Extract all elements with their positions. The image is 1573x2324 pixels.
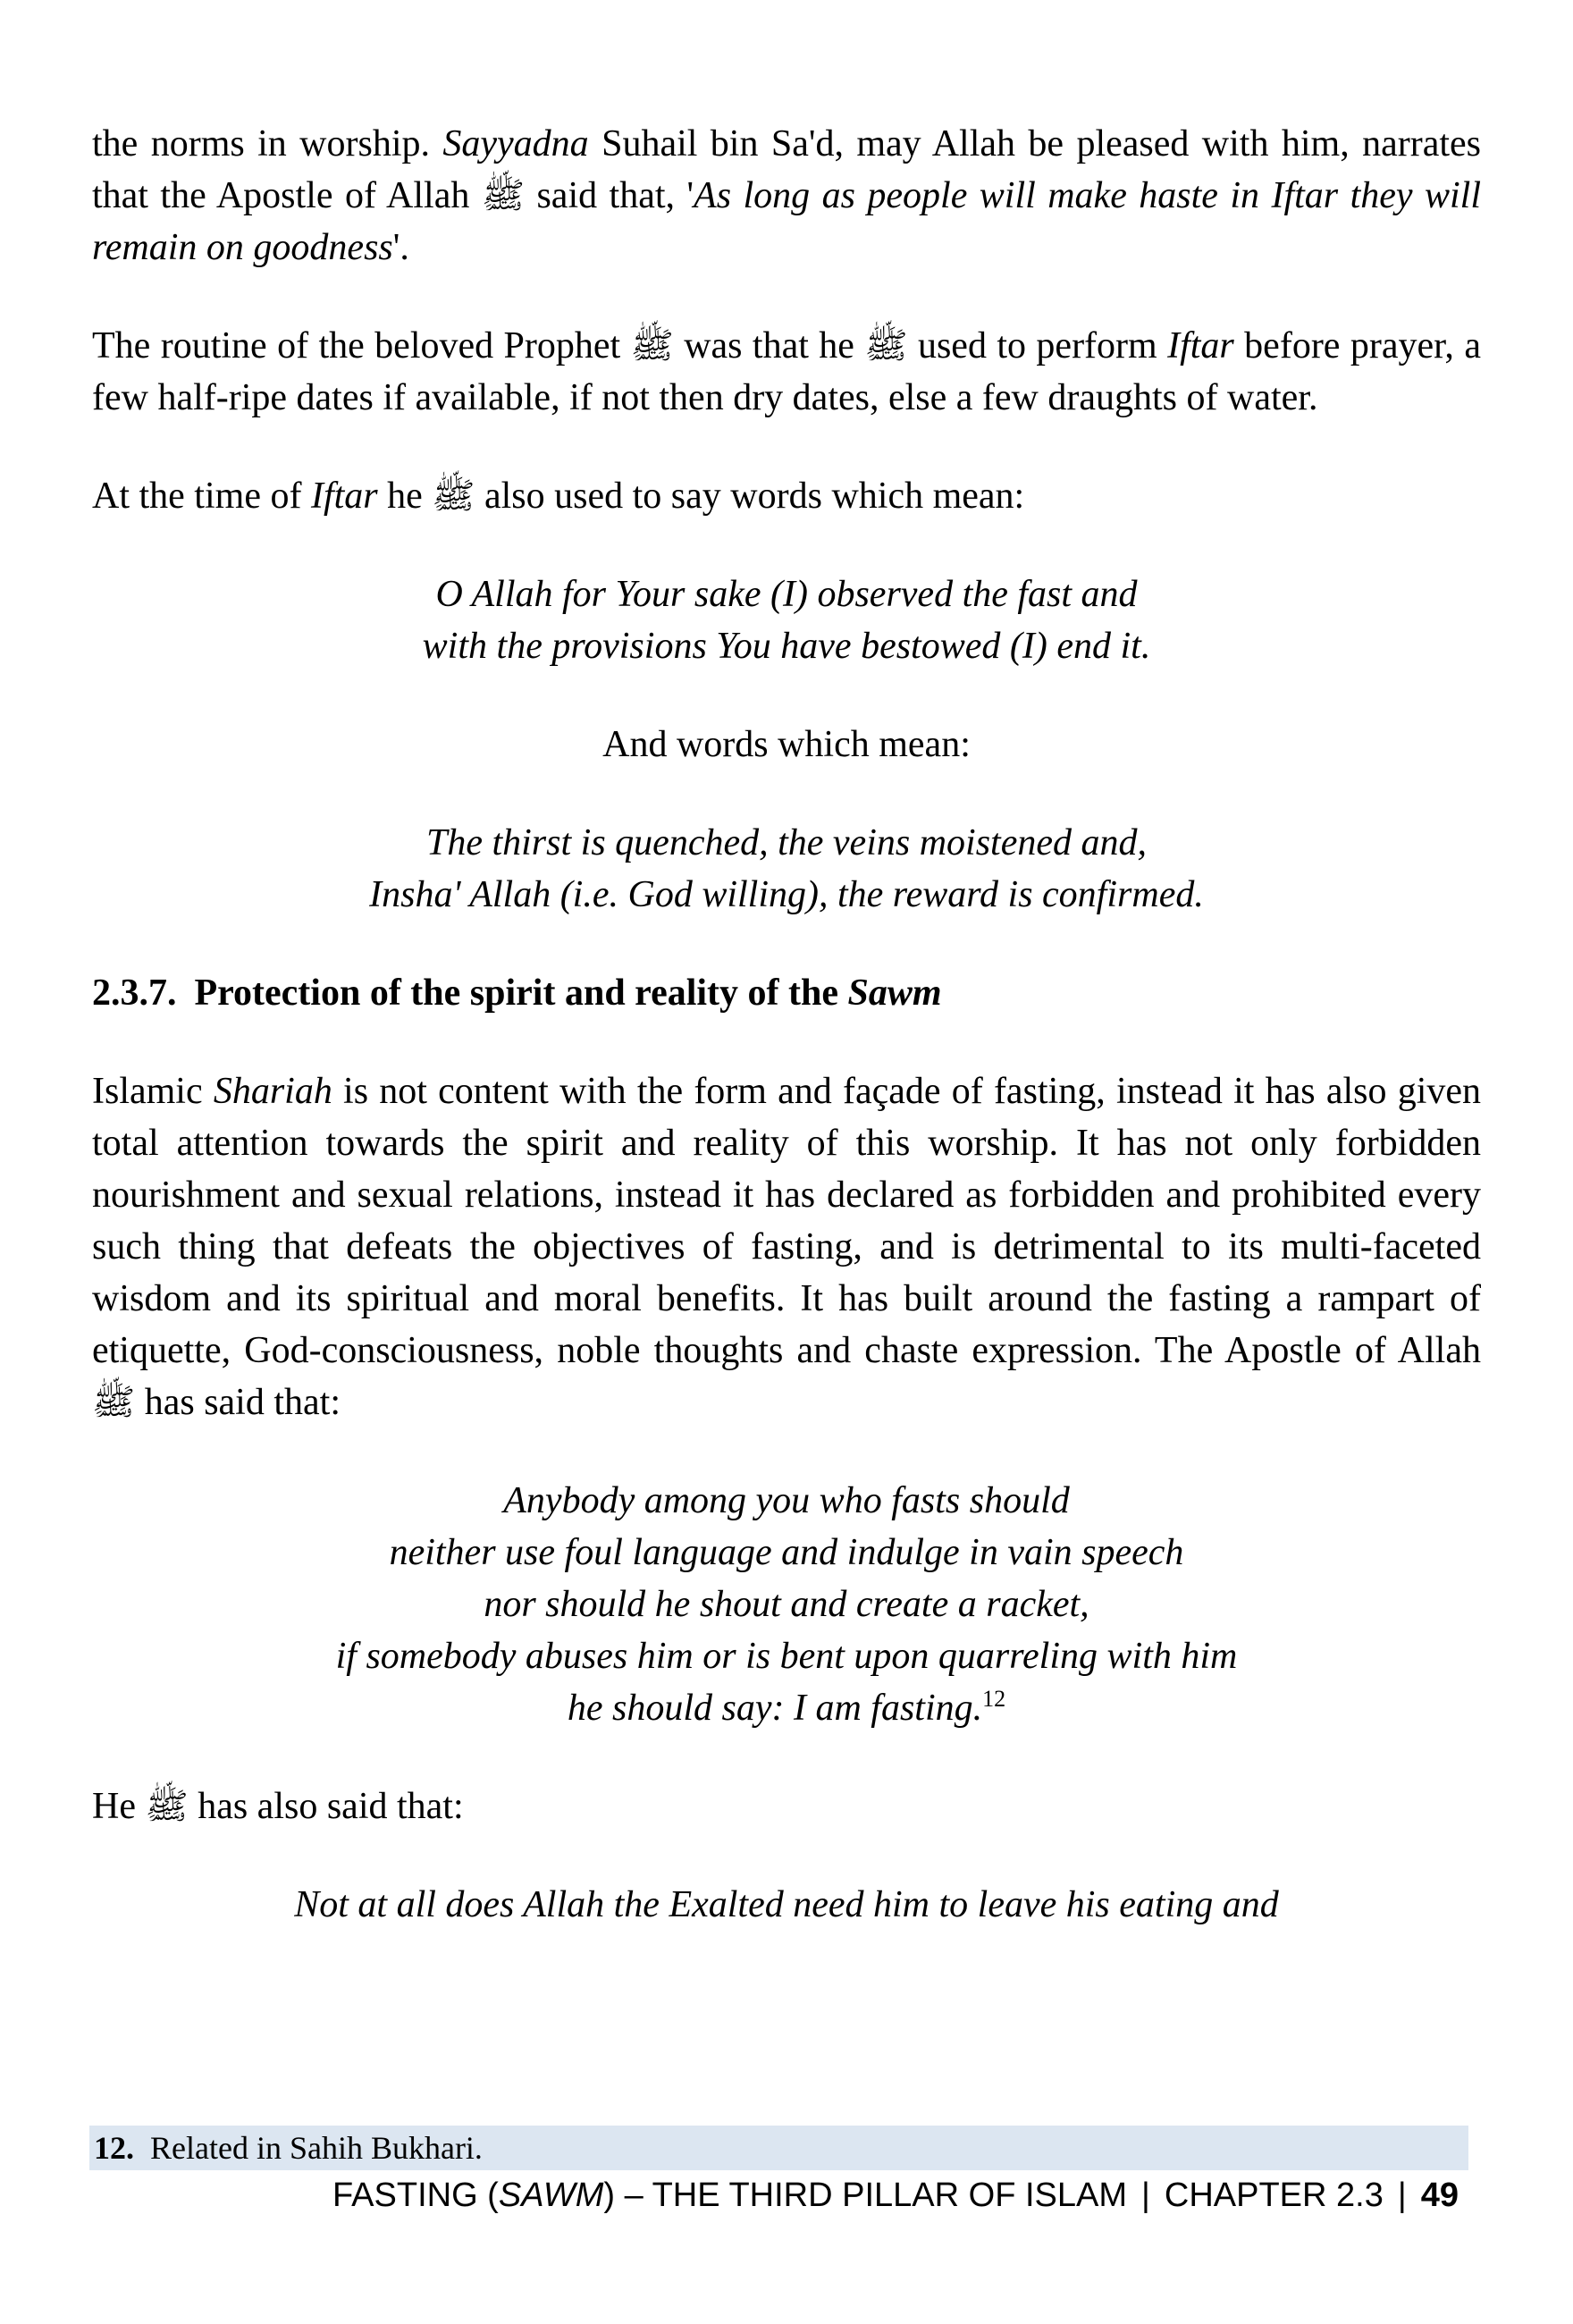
paragraph-he-also-said bbox=[92, 1781, 1481, 1832]
footnote-bar bbox=[89, 2126, 1468, 2170]
footer-separator: | bbox=[1141, 2177, 1150, 2214]
text-segment: Islamic bbox=[92, 1071, 214, 1112]
italic-term-iftar: Iftar bbox=[1167, 325, 1234, 366]
text-segment: The routine of the beloved Prophet bbox=[92, 325, 631, 366]
paragraph-iftar-haste bbox=[92, 118, 1481, 274]
section-number: 2.3.7. bbox=[92, 973, 177, 1014]
text-segment: At the time of bbox=[92, 476, 311, 517]
section-title: Protection of the spirit and reality of the bbox=[194, 973, 848, 1014]
text-segment: '. bbox=[392, 227, 409, 268]
quote-line: with the provisions You have bestowed (I) end it. bbox=[422, 626, 1151, 667]
quote-line-text: he should say: I am fasting. bbox=[567, 1688, 983, 1729]
italic-hadith-quote: As long as people will make haste in Iftar they will remain on goodness bbox=[92, 175, 1482, 268]
honorific-symbol: ﷺ bbox=[864, 325, 908, 366]
section-title-emphasis: Sawm bbox=[847, 973, 942, 1014]
footer-title-sawm: SAWM bbox=[498, 2177, 604, 2214]
quote-line: The thirst is quenched, the veins moistened and, bbox=[425, 822, 1148, 863]
italic-term-iftar: Iftar bbox=[310, 476, 378, 517]
text-segment: is not content with the form and façade of fasting, instead it has also given total attention towards the spirit and reality of this worship. It has not only forbidden nourishment and sexual relations, instead it has declared as forbidden and prohibited every such thing that defeats the objectives of fasting, and is detrimental to its multi-faceted wisdom and its spiritual and moral benefits. It has built around the fasting a rampart of etiquette, God-consciousness, noble thoughts and chaste expression. The Apostle of Allah bbox=[92, 1071, 1482, 1371]
text-segment: also used to say words which mean: bbox=[475, 476, 1025, 517]
quote-line-with-ref bbox=[92, 1682, 1481, 1734]
footnote-text: Related in Sahih Bukhari. bbox=[150, 2130, 483, 2166]
footer-page-number: 49 bbox=[1420, 2177, 1459, 2214]
paragraph-shariah-spirit bbox=[92, 1065, 1481, 1428]
section-heading-2-3-7 bbox=[92, 967, 1481, 1019]
text-segment: used to perform bbox=[907, 325, 1168, 366]
quote-not-at-all bbox=[92, 1879, 1481, 1931]
paragraph-prophet-routine bbox=[92, 320, 1481, 424]
paragraph-iftar-words bbox=[92, 470, 1481, 522]
text-segment: Suhail bin Sa'd, may Allah be pleased with him, narrates that the Apostle of Allah bbox=[92, 123, 1481, 216]
quote-line: nor should he shout and create a racket, bbox=[484, 1584, 1089, 1625]
italic-term-shariah: Shariah bbox=[213, 1071, 332, 1112]
footnote-number: 12. bbox=[94, 2130, 134, 2166]
honorific-symbol: ﷺ bbox=[481, 175, 526, 216]
footer-separator: | bbox=[1397, 2177, 1407, 2214]
text-segment: has also said that: bbox=[188, 1786, 464, 1827]
quote-line: Not at all does Allah the Exalted need him to leave his eating and bbox=[294, 1884, 1279, 1925]
text-segment: the norms in worship. bbox=[92, 123, 443, 164]
page-footer bbox=[332, 2174, 1459, 2217]
quote-fasting-conduct bbox=[92, 1475, 1481, 1734]
quote-line: if somebody abuses him or is bent upon quarreling with him bbox=[335, 1636, 1238, 1677]
quote-iftar-dua bbox=[92, 568, 1481, 672]
text-segment: He bbox=[92, 1786, 146, 1827]
footer-title-post: ) – THE THIRD PILLAR OF ISLAM bbox=[603, 2177, 1127, 2214]
text-segment: was that he bbox=[673, 325, 865, 366]
text-segment: before prayer, a few half-ripe dates if available, if not then dry dates, else a few draughts of water. bbox=[92, 325, 1481, 418]
footer-title-pre: FASTING ( bbox=[332, 2177, 499, 2214]
page-content bbox=[92, 118, 1481, 1977]
quote-line: O Allah for Your sake (I) observed the fast and bbox=[435, 574, 1138, 615]
honorific-symbol: ﷺ bbox=[630, 325, 674, 366]
honorific-symbol: ﷺ bbox=[92, 1382, 136, 1423]
interlude-text: And words which mean: bbox=[602, 724, 971, 765]
footer-chapter: CHAPTER 2.3 bbox=[1164, 2177, 1384, 2214]
footnote-reference-12: 12 bbox=[982, 1686, 1006, 1712]
honorific-symbol: ﷺ bbox=[145, 1786, 189, 1827]
text-segment: said that, ' bbox=[525, 175, 694, 216]
honorific-symbol: ﷺ bbox=[432, 476, 475, 517]
quote-line: neither use foul language and indulge in vain speech bbox=[389, 1532, 1184, 1573]
quote-line: Insha' Allah (i.e. God willing), the reward is confirmed. bbox=[369, 874, 1204, 915]
text-segment: has said that: bbox=[135, 1382, 341, 1423]
quote-thirst-quenched bbox=[92, 817, 1481, 921]
text-segment: he bbox=[377, 476, 433, 517]
italic-term-sayyadna: Sayyadna bbox=[442, 123, 589, 164]
quote-line: Anybody among you who fasts should bbox=[503, 1480, 1070, 1521]
